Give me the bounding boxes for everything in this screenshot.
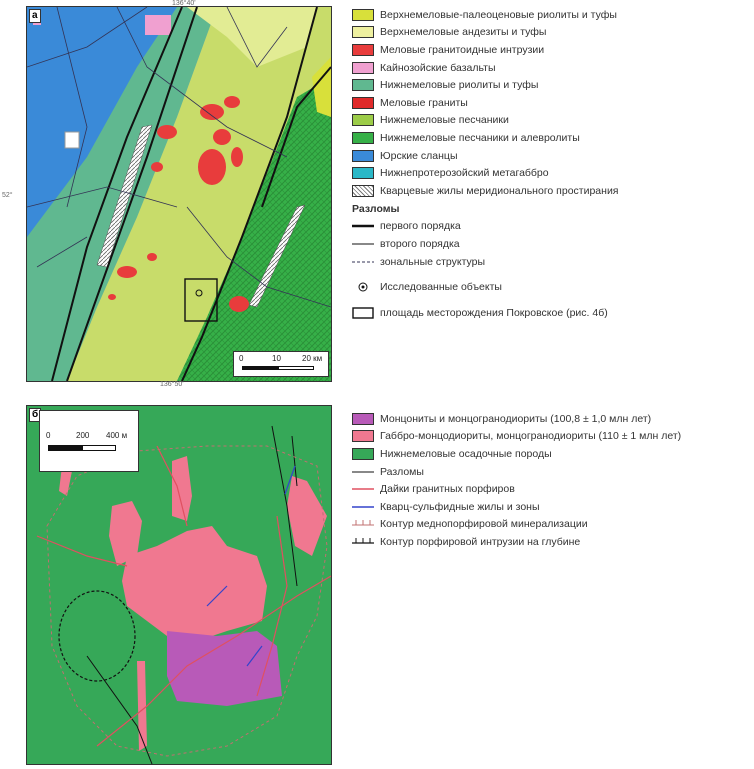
legend-a-item — [352, 164, 750, 182]
map-a-top-coordinate: 136°40' — [172, 0, 196, 7]
legend-a-item — [352, 147, 750, 165]
white-patch — [65, 132, 79, 148]
legend-label: Верхнемеловые-палеоценовые риолиты и туфы — [380, 8, 617, 21]
legend-label: Нижнемеловые риолиты и туфы — [380, 79, 539, 92]
map-b-scale-end: 400 м — [106, 431, 128, 440]
legend-label: Нижнемеловые песчаники — [380, 114, 509, 127]
legend-label: Исследованные объекты — [380, 281, 502, 294]
legend-a-item — [352, 253, 750, 271]
legend-b-item — [352, 445, 750, 463]
legend-b-item — [352, 410, 750, 428]
legend-a-item — [352, 218, 750, 236]
legend-b-item — [352, 463, 750, 481]
geological-map-b — [26, 405, 332, 765]
legend-a-item — [352, 278, 750, 296]
legend-swatch — [352, 9, 374, 21]
legend-a-item — [352, 304, 750, 322]
legend-a-item — [352, 6, 750, 24]
map-a-canvas — [27, 7, 331, 381]
legend-swatch — [352, 132, 374, 144]
legend-symbol-icon — [352, 501, 374, 513]
legend-symbol-icon — [352, 220, 374, 232]
legend-swatch — [352, 26, 374, 38]
legend-label: Кайнозойские базальты — [380, 61, 496, 74]
legend-b-item — [352, 498, 750, 516]
legend-a-item — [352, 94, 750, 112]
legend-a-item — [352, 76, 750, 94]
legend-label: Монцониты и монцогранодиориты (100,8 ± 1,0 млн лет) — [380, 412, 652, 425]
legend-b-item — [352, 533, 750, 551]
map-a-bottom-coordinate: 136°50' — [160, 381, 184, 388]
legend-label: второго порядка — [380, 237, 460, 250]
map-a-scale-end: 20 км — [302, 354, 323, 363]
legend-symbol-icon — [352, 307, 374, 319]
legend-a-item — [352, 59, 750, 77]
map-b-scale-mid: 200 — [76, 431, 90, 440]
legend-symbol-icon — [352, 483, 374, 495]
legend-label: площадь месторождения Покровское (рис. 4б) — [380, 306, 608, 319]
legend-label: Кварц-сульфидные жилы и зоны — [380, 500, 540, 513]
map-a-scale-zero: 0 — [239, 354, 244, 363]
legend-label: Разломы — [380, 465, 424, 478]
legend-a-item — [352, 182, 750, 200]
legend-b-item — [352, 516, 750, 534]
legend-a-item — [352, 270, 750, 278]
legend-swatch — [352, 97, 374, 109]
legend-map-b — [352, 410, 750, 551]
legend-swatch — [352, 150, 374, 162]
legend-swatch — [352, 62, 374, 74]
legend-a-item — [352, 112, 750, 130]
legend-label: Контур меднопорфировой минерализации — [380, 518, 588, 531]
legend-a-section-header: Разломы — [352, 202, 400, 215]
legend-symbol-icon — [352, 536, 374, 548]
legend-a-item — [352, 235, 750, 253]
legend-symbol-icon — [352, 518, 374, 530]
legend-label: первого порядка — [380, 220, 461, 233]
legend-symbol-icon — [352, 281, 374, 293]
legend-symbol-icon — [352, 256, 374, 268]
legend-swatch — [352, 448, 374, 460]
legend-label: Габбро-монцодиориты, монцогранодиориты (110 ± 1 млн лет) — [380, 430, 682, 443]
legend-swatch — [352, 44, 374, 56]
legend-symbol-icon — [352, 238, 374, 250]
legend-label: Меловые гранитоидные интрузии — [380, 43, 545, 56]
legend-label: Дайки гранитных порфиров — [380, 483, 515, 496]
geological-map-a — [26, 6, 332, 382]
legend-swatch — [352, 413, 374, 425]
map-b-panel-label: б — [29, 408, 41, 422]
legend-label: Нижнемеловые песчаники и алевролиты — [380, 131, 580, 144]
map-a-panel-label: а — [29, 9, 41, 23]
legend-a-item — [352, 24, 750, 42]
legend-label: зональные структуры — [380, 255, 486, 268]
legend-label: Контур порфировой интрузии на глубине — [380, 535, 581, 548]
legend-label: Нижнепротерозойский метагаббро — [380, 167, 549, 180]
legend-b-item — [352, 480, 750, 498]
legend-label: Кварцевые жилы меридионального простирания — [380, 184, 619, 197]
map-a-left-coordinate: 52° — [2, 192, 13, 199]
legend-swatch — [352, 114, 374, 126]
map-b-scale-bar — [39, 410, 139, 472]
legend-symbol-icon — [352, 466, 374, 478]
legend-label: Нижнемеловые осадочные породы — [380, 447, 552, 460]
legend-map-a — [352, 6, 750, 322]
legend-a-item — [352, 41, 750, 59]
legend-b-item — [352, 428, 750, 446]
legend-a-item — [352, 129, 750, 147]
legend-label: Меловые граниты — [380, 96, 468, 109]
map-a-scale-mid: 10 — [272, 354, 281, 363]
legend-label: Верхнемеловые андезиты и туфы — [380, 26, 547, 39]
legend-swatch — [352, 430, 374, 442]
legend-swatch — [352, 79, 374, 91]
basalt-outcrop — [145, 15, 171, 35]
map-b-scale-zero: 0 — [46, 431, 51, 440]
legend-swatch — [352, 185, 374, 197]
legend-swatch — [352, 167, 374, 179]
map-a-scale-bar — [233, 351, 329, 377]
legend-a-item — [352, 296, 750, 304]
legend-label: Юрские сланцы — [380, 149, 458, 162]
